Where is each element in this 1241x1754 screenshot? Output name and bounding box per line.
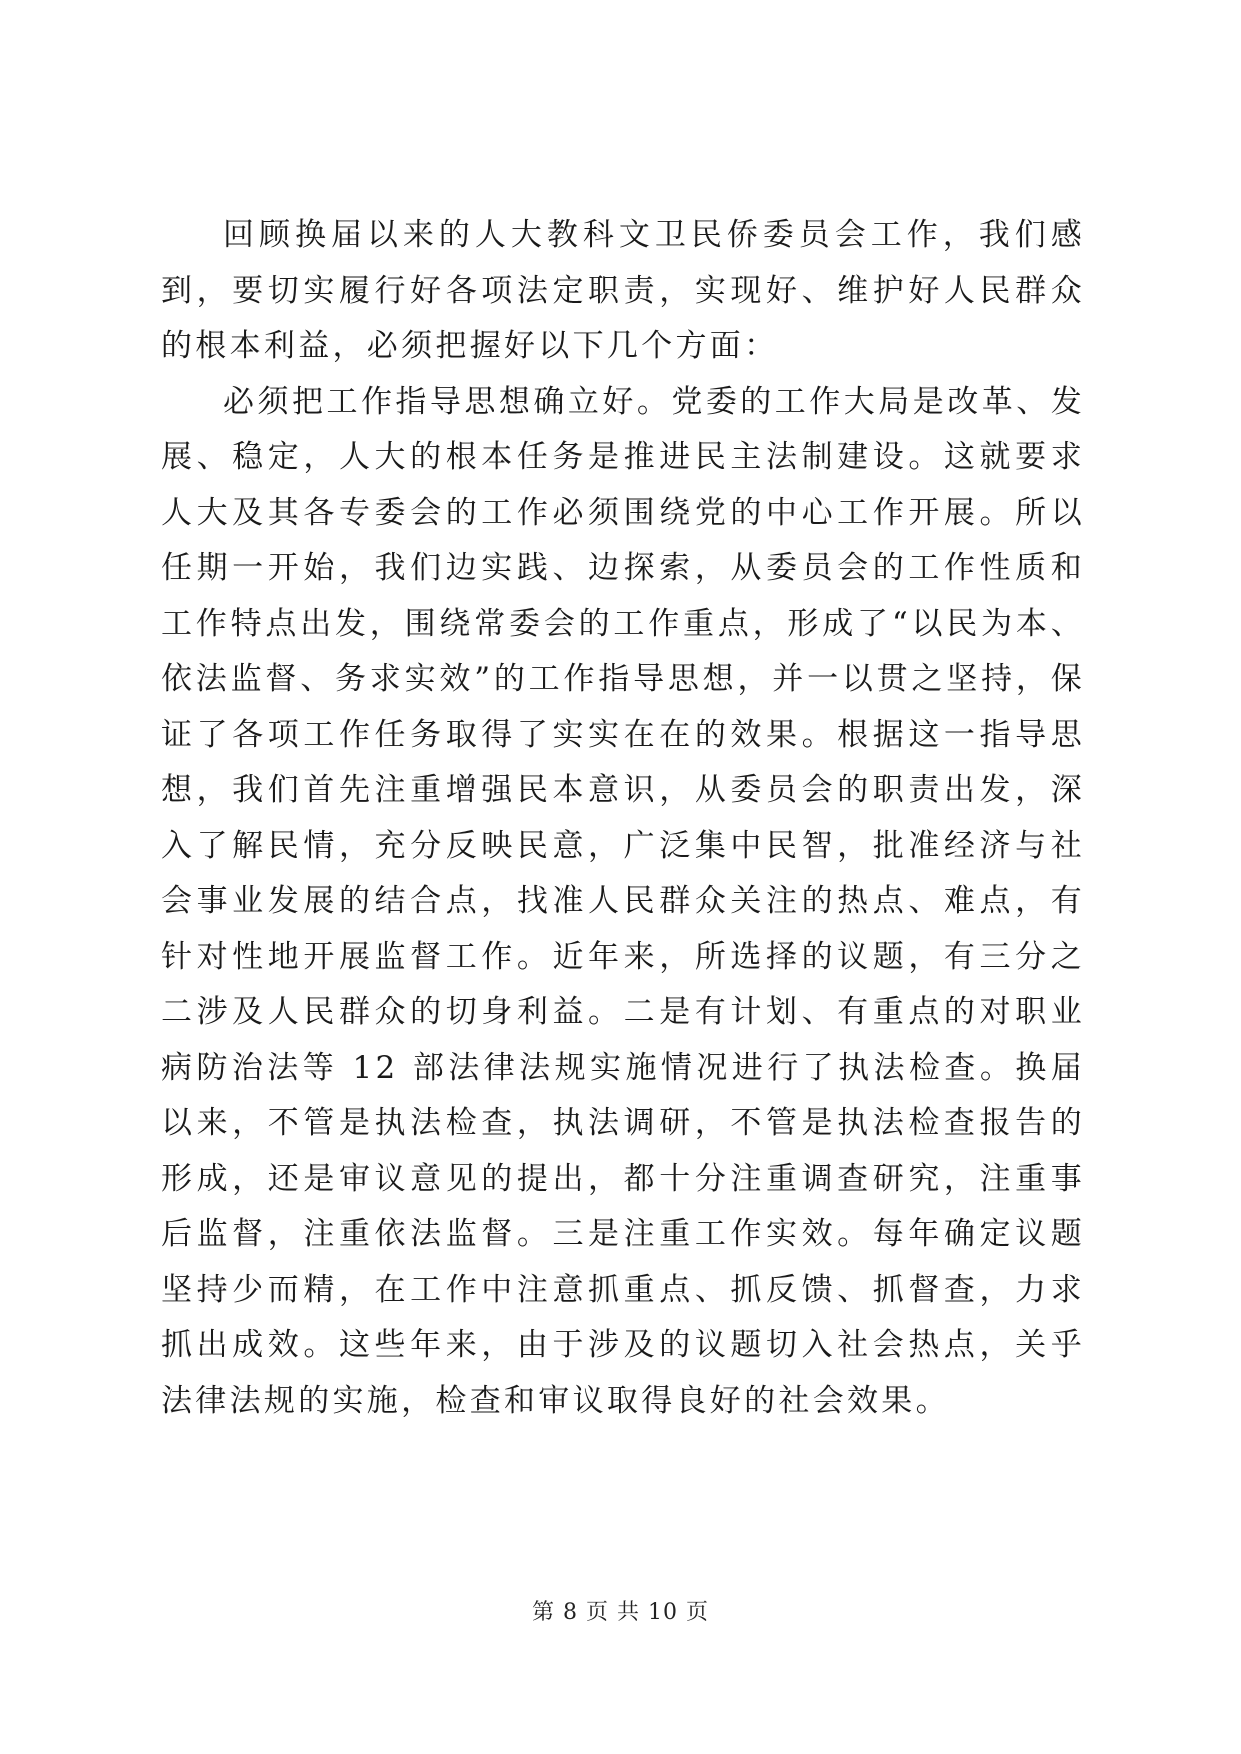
paragraph-guiding-thought: 必须把工作指导思想确立好。党委的工作大局是改革、发展、稳定，人大的根本任务是推进民主法制建设。这就要求人大及其各专委会的工作必须围绕党的中心工作开展。所以任期一开始，我们边实践、边探索，从委员会的工作性质和工作特点出发，围绕常委会的工作重点，形成了“以民为本、依法监督、务求实效”的工作指导思想，并一以贯之坚持，保证了各项工作任务取得了实实在在的效果。根据这一指导思想，我们首先注重增强民本意识，从委员会的职责出发，深入了解民情，充分反映民意，广泛集中民智，批准经济与社会事业发展的结合点，找准人民群众关注的热点、难点，有针对性地开展监督工作。近年来，所选择的议题，有三分之二涉及人民群众的切身利益。二是有计划、有重点的对职业病防治法等 12 部法律法规实施情况进行了执法检查。换届以来，不管是执法检查，执法调研，不管是执法检查报告的形成，还是审议意见的提出，都十分注重调查研究，注重事后监督，注重依法监督。三是注重工作实效。每年确定议题坚持少而精，在工作中注意抓重点、抓反馈、抓督查，力求抓出成效。这些年来，由于涉及的议题切入社会热点，关乎法律法规的实施，检查和审议取得良好的社会效果。 bbox=[161, 383, 1085, 1419]
paragraph-intro: 回顾换届以来的人大教科文卫民侨委员会工作，我们感到，要切实履行好各项法定职责，实现好、维护好人民群众的根本利益，必须把握好以下几个方面： bbox=[161, 217, 1085, 364]
page-number: 第 8 页 共 10 页 bbox=[532, 1600, 709, 1625]
body-text bbox=[161, 208, 1085, 1429]
